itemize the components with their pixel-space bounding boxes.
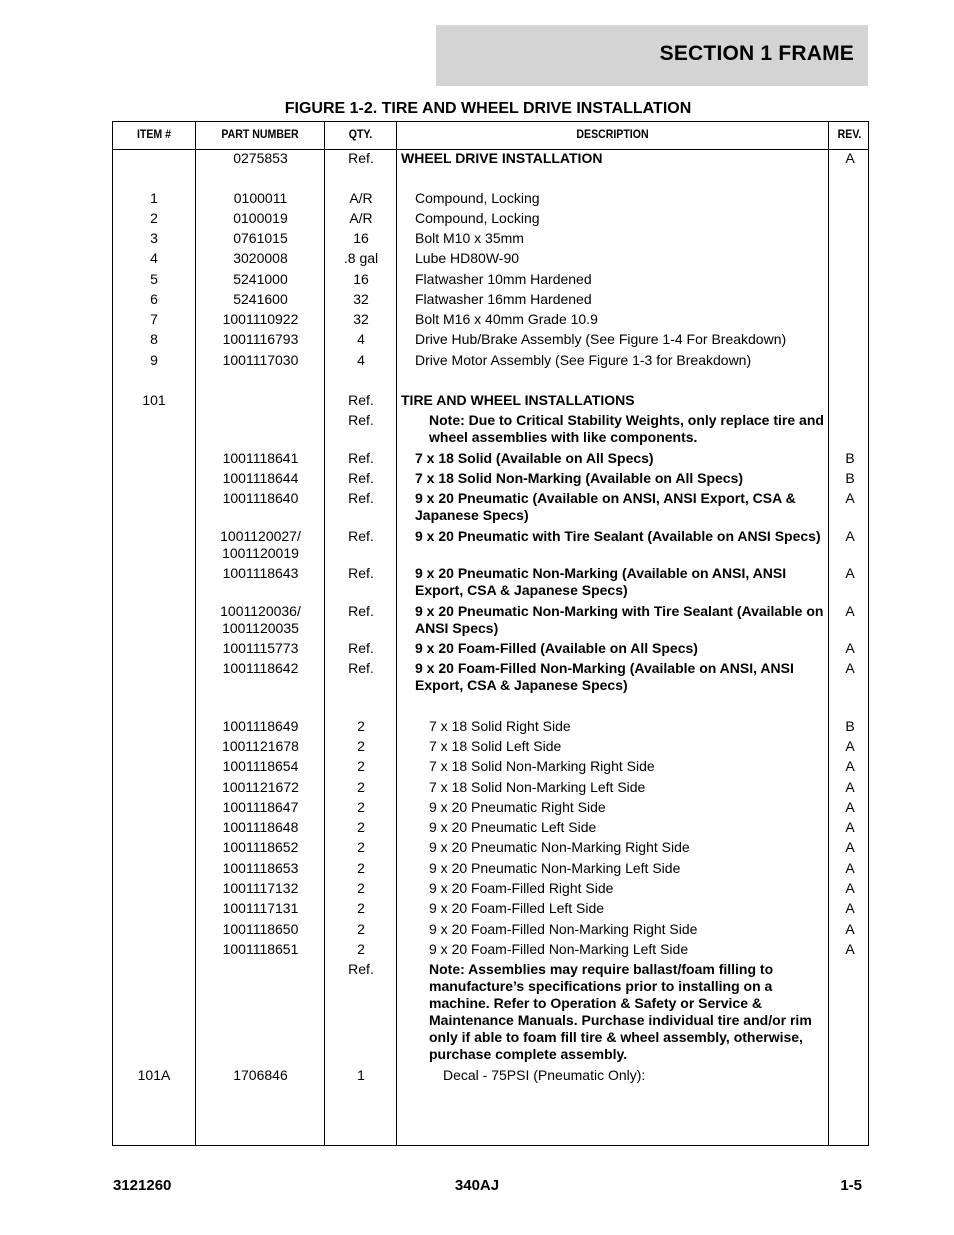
revision-cell: A: [845, 860, 855, 876]
quantity-cell: .8 gal: [343, 250, 379, 266]
description-cell: Note: Due to Critical Stability Weights, only replace tire and wheel assemblies with like components.: [429, 412, 824, 445]
description-cell: 9 x 20 Foam-Filled Non-Marking Left Side: [429, 941, 689, 957]
description-cell: 9 x 20 Foam-Filled (Available on All Specs): [415, 640, 698, 656]
quantity-cell: Ref.: [348, 660, 374, 676]
revision-cell: A: [845, 640, 855, 656]
revision-cell: B: [845, 470, 855, 486]
quantity-cell: 32: [353, 311, 369, 327]
quantity-cell: Ref.: [348, 392, 374, 408]
part-number-cell: 5241600: [233, 291, 288, 307]
quantity-cell: 2: [357, 839, 365, 855]
part-number-cell: 1001121672: [222, 779, 299, 795]
description-cell: 9 x 20 Foam-Filled Non-Marking Right Side: [429, 921, 698, 937]
part-number-cell: 0275853: [233, 150, 288, 166]
part-number-cell: 1001121678: [222, 738, 299, 754]
part-number-cell: 1001118643: [222, 565, 299, 581]
description-cell: Compound, Locking: [415, 190, 540, 206]
part-number-cell: 1001118654: [222, 758, 299, 774]
item-number-cell: 8: [150, 331, 158, 347]
description-cell: Decal - 75PSI (Pneumatic Only):: [443, 1067, 646, 1083]
description-cell: Bolt M10 x 35mm: [415, 230, 524, 246]
quantity-cell: 2: [357, 779, 365, 795]
description-cell: 9 x 20 Pneumatic with Tire Sealant (Available on ANSI Specs): [415, 528, 821, 544]
description-cell: 9 x 20 Pneumatic Non-Marking (Available on ANSI, ANSI Export, CSA & Japanese Specs): [415, 565, 787, 598]
header-qty: QTY.: [348, 127, 373, 141]
part-number-cell: 1001118650: [222, 921, 299, 937]
part-number-cell: 1001117132: [222, 880, 299, 896]
header-rev: REV.: [837, 127, 862, 141]
description-cell: 9 x 20 Foam-Filled Left Side: [429, 900, 605, 916]
item-number-cell: 9: [150, 352, 158, 368]
revision-cell: A: [845, 799, 855, 815]
description-cell: Compound, Locking: [415, 210, 540, 226]
footer-page-number: 1-5: [840, 1177, 862, 1194]
part-number-cell: 0100011: [233, 190, 288, 206]
part-number-cell: 1001118640: [222, 490, 299, 506]
description-cell: 9 x 20 Foam-Filled Non-Marking (Available on ANSI, ANSI Export, CSA & Japanese Specs): [415, 660, 794, 693]
quantity-cell: Ref.: [348, 603, 374, 619]
part-number-cell: 1001117030: [222, 352, 299, 368]
item-number-cell: 4: [150, 250, 158, 266]
quantity-cell: 4: [357, 331, 365, 347]
quantity-cell: A/R: [349, 210, 373, 226]
part-number-cell: 1001118653: [222, 860, 299, 876]
revision-cell: A: [845, 779, 855, 795]
part-number-cell: 1001120027/ 1001120019: [220, 528, 301, 561]
revision-cell: A: [845, 941, 855, 957]
part-number-cell: 1001118649: [222, 718, 299, 734]
quantity-cell: 1: [357, 1067, 365, 1083]
description-cell: 7 x 18 Solid Non-Marking Right Side: [429, 758, 655, 774]
description-cell: Drive Hub/Brake Assembly (See Figure 1-4 For Breakdown): [415, 331, 787, 347]
revision-cell: A: [845, 603, 855, 619]
description-cell: 9 x 20 Pneumatic Non-Marking Left Side: [429, 860, 681, 876]
revision-cell: A: [845, 150, 855, 166]
quantity-cell: 32: [353, 291, 369, 307]
part-number-cell: 1001118644: [222, 470, 299, 486]
part-number-cell: 1001117131: [222, 900, 299, 916]
description-cell: WHEEL DRIVE INSTALLATION: [401, 150, 603, 166]
item-number-cell: 3: [150, 230, 158, 246]
header-item: ITEM #: [136, 127, 172, 141]
description-cell: Flatwasher 10mm Hardened: [415, 271, 592, 287]
revision-cell: A: [845, 900, 855, 916]
quantity-cell: 2: [357, 921, 365, 937]
quantity-cell: 16: [353, 230, 369, 246]
figure-title: FIGURE 1-2. TIRE AND WHEEL DRIVE INSTALLATION: [284, 100, 692, 117]
column-divider: [195, 122, 196, 1145]
description-cell: 7 x 18 Solid Left Side: [429, 738, 562, 754]
quantity-cell: 2: [357, 860, 365, 876]
revision-cell: A: [845, 490, 855, 506]
part-number-cell: 1001118642: [222, 660, 299, 676]
part-number-cell: 1001116793: [222, 331, 299, 347]
quantity-cell: 2: [357, 758, 365, 774]
column-divider: [396, 122, 397, 1145]
part-number-cell: 0100019: [233, 210, 288, 226]
revision-cell: A: [845, 528, 855, 544]
quantity-cell: Ref.: [348, 961, 374, 977]
description-cell: 7 x 18 Solid Non-Marking (Available on All Specs): [415, 470, 744, 486]
item-number-cell: 101A: [137, 1067, 171, 1083]
column-divider: [324, 122, 325, 1145]
description-cell: 9 x 20 Pneumatic (Available on ANSI, ANSI Export, CSA & Japanese Specs): [415, 490, 796, 523]
quantity-cell: Ref.: [348, 565, 374, 581]
description-cell: Drive Motor Assembly (See Figure 1-3 for Breakdown): [415, 352, 752, 368]
quantity-cell: 2: [357, 799, 365, 815]
revision-cell: B: [845, 450, 855, 466]
part-number-cell: 1001115773: [222, 640, 299, 656]
section-header: [436, 25, 868, 86]
revision-cell: A: [845, 758, 855, 774]
quantity-cell: Ref.: [348, 470, 374, 486]
quantity-cell: 2: [357, 718, 365, 734]
quantity-cell: A/R: [349, 190, 373, 206]
item-number-cell: 1: [150, 190, 158, 206]
quantity-cell: Ref.: [348, 450, 374, 466]
part-number-cell: 1001118651: [222, 941, 299, 957]
quantity-cell: 2: [357, 941, 365, 957]
description-cell: 9 x 20 Foam-Filled Right Side: [429, 880, 614, 896]
part-number-cell: 1706846: [233, 1067, 288, 1083]
revision-cell: A: [845, 738, 855, 754]
quantity-cell: Ref.: [348, 412, 374, 428]
part-number-cell: 1001118648: [222, 819, 299, 835]
description-cell: Bolt M16 x 40mm Grade 10.9: [415, 311, 598, 327]
revision-cell: A: [845, 660, 855, 676]
item-number-cell: 6: [150, 291, 158, 307]
part-number-cell: 1001118641: [222, 450, 299, 466]
quantity-cell: 2: [357, 738, 365, 754]
header-part-number: PART NUMBER: [221, 127, 299, 141]
part-number-cell: 5241000: [233, 271, 288, 287]
item-number-cell: 2: [150, 210, 158, 226]
quantity-cell: Ref.: [348, 490, 374, 506]
revision-cell: B: [845, 718, 855, 734]
part-number-cell: 1001118652: [222, 839, 299, 855]
description-cell: Note: Assemblies may require ballast/foam filling to manufacture’s specifications prior to installing on a machine. Refer to Operation & Safety or Service & Maintenance Manuals. Purchase individual tire and/or rim only if able to foam fill tire & wheel assembly, otherwise, purchase complete assembly.: [429, 961, 812, 1062]
part-number-cell: 1001118647: [222, 799, 299, 815]
description-cell: 7 x 18 Solid (Available on All Specs): [415, 450, 654, 466]
header-description: DESCRIPTION: [576, 127, 649, 141]
part-number-cell: 1001110922: [222, 311, 299, 327]
description-cell: TIRE AND WHEEL INSTALLATIONS: [401, 392, 635, 408]
section-title: SECTION 1 FRAME: [659, 42, 854, 65]
quantity-cell: 2: [357, 819, 365, 835]
revision-cell: A: [845, 839, 855, 855]
revision-cell: A: [845, 880, 855, 896]
description-cell: 7 x 18 Solid Right Side: [429, 718, 571, 734]
parts-table: [112, 121, 869, 1146]
description-cell: 7 x 18 Solid Non-Marking Left Side: [429, 779, 646, 795]
column-divider: [828, 122, 829, 1145]
item-number-cell: 7: [150, 311, 158, 327]
description-cell: Lube HD80W-90: [415, 250, 520, 266]
description-cell: Flatwasher 16mm Hardened: [415, 291, 592, 307]
item-number-cell: 5: [150, 271, 158, 287]
quantity-cell: Ref.: [348, 640, 374, 656]
revision-cell: A: [845, 819, 855, 835]
revision-cell: A: [845, 565, 855, 581]
footer-model: 340AJ: [454, 1177, 500, 1194]
description-cell: 9 x 20 Pneumatic Right Side: [429, 799, 606, 815]
part-number-cell: 1001120036/ 1001120035: [220, 603, 301, 636]
description-cell: 9 x 20 Pneumatic Non-Marking Right Side: [429, 839, 690, 855]
quantity-cell: Ref.: [348, 150, 374, 166]
item-number-cell: 101: [142, 392, 166, 408]
quantity-cell: 2: [357, 900, 365, 916]
footer-doc-number: 3121260: [113, 1177, 172, 1194]
revision-cell: A: [845, 921, 855, 937]
quantity-cell: 4: [357, 352, 365, 368]
quantity-cell: 2: [357, 880, 365, 896]
part-number-cell: 0761015: [233, 230, 288, 246]
quantity-cell: Ref.: [348, 528, 374, 544]
description-cell: 9 x 20 Pneumatic Left Side: [429, 819, 597, 835]
part-number-cell: 3020008: [233, 250, 288, 266]
quantity-cell: 16: [353, 271, 369, 287]
description-cell: 9 x 20 Pneumatic Non-Marking with Tire Sealant (Available on ANSI Specs): [415, 603, 824, 636]
